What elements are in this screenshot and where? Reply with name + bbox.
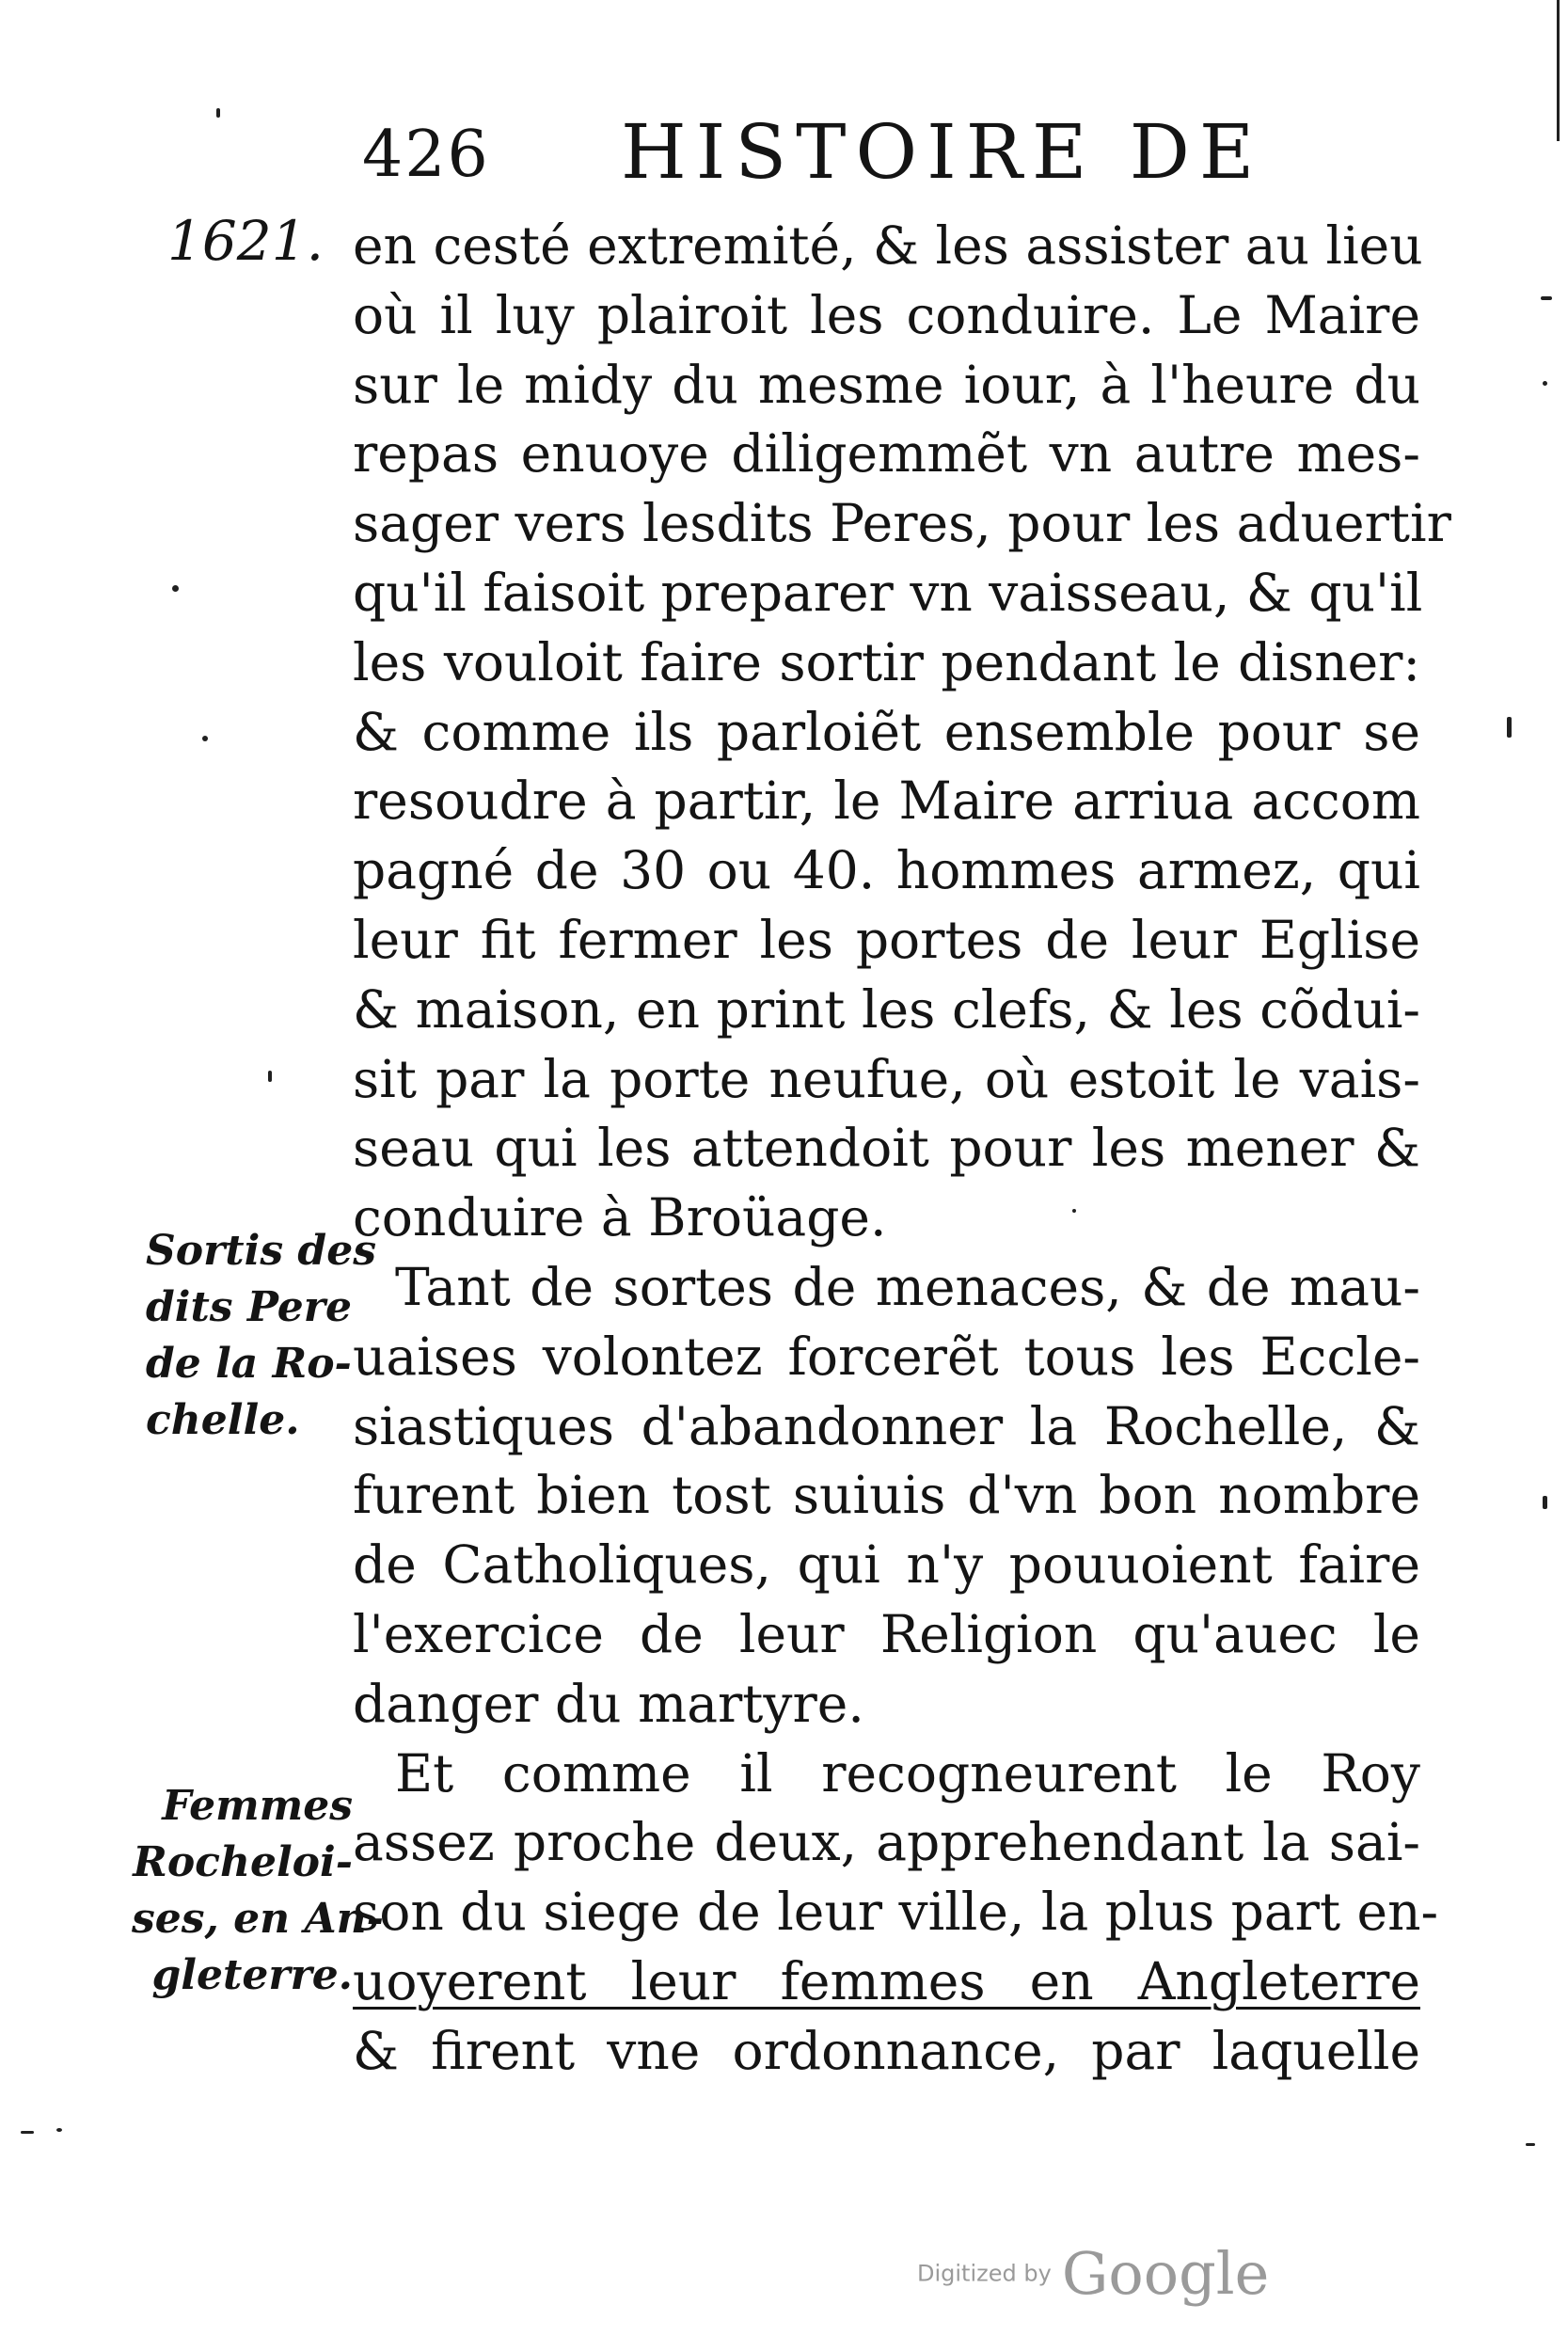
text-line: & maison, en print les clefs, & les cõdui-	[353, 978, 1420, 1040]
text-line: uoyerent leur femmes en Angleterre	[353, 1950, 1420, 2011]
text-line: repas enuoye diligemmẽt vn autre mes-	[353, 423, 1420, 485]
page-number: 426	[362, 118, 490, 192]
text-line: son du siege de leur ville, la plus part en-	[353, 1882, 1439, 1943]
text-line: pagné de 30 ou 40. hommes armez, qui	[353, 840, 1420, 901]
text-line: assez proche deux, apprehendant la sai-	[353, 1812, 1420, 1873]
text-line: danger du martyre.	[353, 1673, 864, 1734]
text-line: qu'il faisoit preparer vn vaisseau, & qu'il	[353, 562, 1423, 623]
scan-speck	[21, 2131, 34, 2134]
text-line: resoudre à partir, le Maire arriua accom	[353, 771, 1420, 832]
text-line: & comme ils parloiẽt ensemble pour se	[353, 701, 1420, 762]
text-line: de Catholiques, qui n'y pouuoient faire	[353, 1534, 1420, 1596]
google-watermark	[917, 2239, 1269, 2308]
page-header	[362, 108, 1303, 212]
text-line: l'exercice de leur Religion qu'auec le	[353, 1603, 1420, 1664]
scan-speck	[268, 1071, 272, 1082]
margin-note-line: chelle.	[146, 1396, 300, 1444]
text-line: Tant de sortes de menaces, & de mau-	[395, 1256, 1420, 1317]
text-line: seau qui les attendoit pour les mener &	[353, 1118, 1420, 1179]
margin-note-line: dits Pere	[146, 1283, 352, 1331]
scan-speck	[1526, 2143, 1535, 2146]
text-line: furent bien tost suiuis d'vn bon nombre	[353, 1465, 1420, 1526]
text-line: sager vers lesdits Peres, pour les aduertir	[353, 493, 1451, 554]
scan-speck	[172, 585, 179, 592]
scan-speck	[56, 2128, 62, 2132]
text-line: leur fit fermer les portes de leur Eglise	[353, 909, 1420, 970]
scan-speck	[1541, 296, 1552, 300]
margin-note-femmes	[132, 1778, 384, 2004]
text-line: les vouloit faire sortir pendant le disner:	[353, 631, 1420, 692]
margin-note-line: Rocheloi-	[133, 1838, 353, 1886]
text-line: Et comme il recogneurent le Roy	[395, 1742, 1420, 1804]
margin-note-line: Femmes	[162, 1782, 353, 1830]
text-line: sur le midy du mesme iour, à l'heure du	[353, 354, 1420, 415]
margin-note-line: ses, en An-	[132, 1895, 384, 1943]
margin-note-line: gleterre.	[151, 1951, 353, 1999]
text-line: uaises volontez forcerẽt tous les Eccle-	[353, 1326, 1420, 1387]
page-edge-rule	[1557, 0, 1560, 141]
scan-speck	[1543, 1496, 1547, 1509]
year-margin: 1621.	[167, 209, 325, 273]
body-text	[353, 212, 1451, 2087]
scan-speck	[1072, 1209, 1076, 1213]
text-line: sit par la porte neufue, où estoit le vais-	[353, 1048, 1420, 1109]
watermark-small-text: Digitized by	[917, 2260, 1052, 2287]
margin-note-line: de la Ro-	[146, 1340, 352, 1388]
text-line: & firent vne ordonnance, par laquelle	[353, 2020, 1420, 2081]
scan-speck	[1507, 717, 1512, 738]
watermark-logo-text: Google	[1061, 2239, 1270, 2308]
text-line: en cesté extremité, & les assister au lieu	[353, 215, 1423, 276]
margin-note-line: Sortis des	[146, 1227, 376, 1275]
running-head: HISTOIRE DE	[621, 108, 1264, 196]
margin-note-sortis	[146, 1223, 376, 1449]
scan-speck	[202, 736, 208, 741]
text-line: où il luy plairoit les conduire. Le Maire	[353, 284, 1420, 345]
scan-speck	[216, 108, 220, 118]
scan-speck	[1543, 381, 1547, 386]
text-line: conduire à Broüage.	[353, 1187, 887, 1248]
text-line: siastiques d'abandonner la Rochelle, &	[353, 1395, 1420, 1456]
